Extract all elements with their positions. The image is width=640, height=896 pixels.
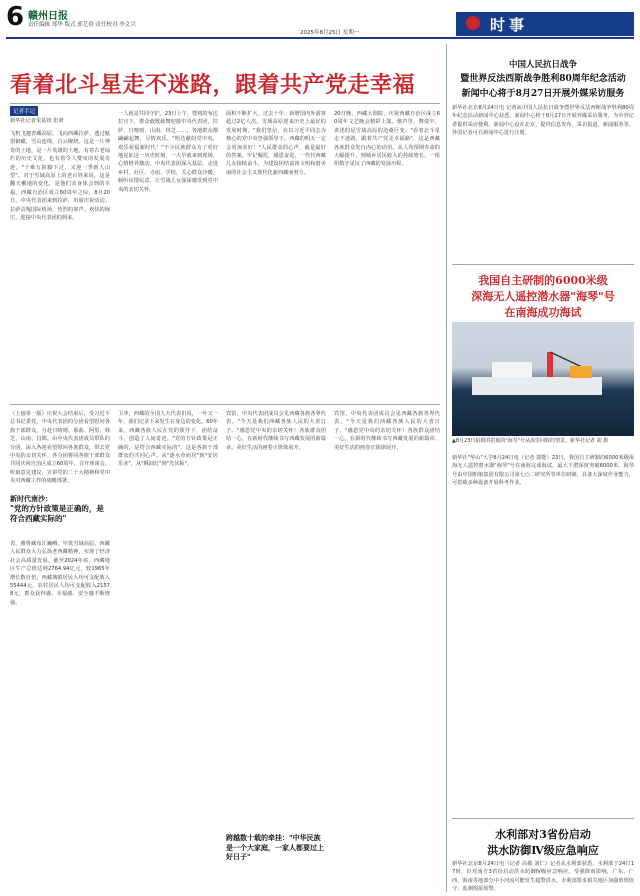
ship-illustration [452,322,634,436]
divider [10,103,440,104]
right-headline-1-kicker: 中国人民抗日战争 [508,60,577,70]
right-headline-2-b: 深海无人遥控潜水器"海琴"号 [471,290,615,303]
right-headline-3-b: 洪水防御Ⅳ级应急响应 [487,844,599,857]
section2-column-4: 宾馆，中央代表团成员会见西藏各族各界代表。"今天是我们西藏各族人民的大喜日子。"感恩党中央的亲切关怀！各族群众团结一心，在新时代继续书写西藏发展的新篇章。美好生活的画卷正徐徐展开。 [334,411,440,451]
subhead-2: 跨越数十载的牵挂："中华民族是一个大家庭，一家人都要过上好日子" [226,834,324,861]
section2-column-2: 卫冲，西藏的全国人大代表们说，一年又一年，我们记录下来发生在身边的变化。60年来，西藏各族人民在党的领导下，团结奋斗，创造了人间奇迹。"党的方针政策是正确的，是符合西藏实际的"，这是各族干部群众的共同心声。从"逐水草而居"到"安居乐业"，从"酥油灯"到"光伏板"。 [118,411,218,468]
feature-column-2: 一人就是共同守护。23日上午，暨将的布达拉宫下，群众载歌载舞迎接中央代表团，拉萨、日喀则、山南、林芝……，各地群众都翩翩起舞，尽情欢乐。"哈达献给党中央，欢乐祝福新时代！"不少民族群众为了更好地见证这一历史时刻，一大早就来到现场，心情格外激动。中央代表团深入基层，走进乡村、社区、寺庙、学校，关心群众冷暖，倾听民情民意，让雪域儿女深深感受到党中央的亲切关怀。 [118,111,218,193]
submersible-photo [452,322,634,436]
section-title: 时事 [490,16,529,34]
page-number: 6 [6,2,25,32]
subhead-label: 新时代南沙： [10,495,52,503]
right-headline-2-c: 在南海成功海试 [504,306,582,319]
section2-column-3: 宾馆，中央代表团成员会见西藏各族各界代表。"今天是我们西藏各族人民的大喜日子。"感恩党中央的亲切关怀！各族群众团结一心，在新时代继续书写西藏发展的新篇章。美好生活的画卷正徐徐展开。 [226,411,326,451]
right-headline-2-a: 我国自主研制的6000米级 [478,274,608,287]
divider [452,818,634,819]
divider [10,404,440,405]
main-headline: 看着北斗星走不迷路，跟着共产党走幸福 [10,72,416,98]
feature-column-4: 20日晚，西藏大剧院，庆祝西藏自治区成立60周年文艺晚会精彩上演。歌声里、舞姿中，讲述的是雪域高原的沧桑巨变。"看着北斗星走不迷路，跟着共产党走幸福路"，这是西藏各族群众发自内心的话语。从人均预期寿命的大幅提升，到城乡居民收入的持续增长，一组组数字见证了西藏的发展历程。 [334,111,440,168]
header-rule [6,37,634,39]
photo-caption: ▲8月23日拍摄的搭载的"海琴"号从海里回收的情景。新华社记者 胡 摄 [452,438,609,444]
section2-column-1b: 表，雅鲁藏布江巍峨，牢筑雪域高原，西藏人民群众大力弘扬老西藏精神，实现了经济社会高质量发展。截至2024年底，西藏地区生产总值达到2764.94亿元，较1965年增长数百倍。西藏城镇居民人均可支配收入55444元，农村居民人均可支配收入21578元，群众获得感、幸福感、安全感不断增强。 [10,541,110,606]
right-article-1: 新华社北京8月24日电 记者从中国人民抗日战争暨世界反法西斯战争胜利80周年纪念活动新闻中心获悉，新闻中心将于8月27日开展外媒采访服务，为中外记者提供采访便利。新闻中心设在北京，提供信息发布、采访报道、新闻服务等。外国记者可在新闻中心进行注册。 [452,105,634,137]
right-article-2: 新华社"华山"大学8月24日电（记者 郭能）23日，我国自主研制的6000米级深海无人遥控潜水器"海琴"号在南海完成海试，最大下潜深度突破6000米。海琴号由中国船舶集团有限公司第七○二研究所等单位研制，具备大深度作业能力，可搭载多种设备开展科考作业。 [452,455,634,487]
right-article-3: 新华社北京8月24日电（记者 高敬 刘仁）记者从水利部获悉，水利部于24日17时，针对南方3省份启动洪水防御Ⅳ级应急响应。受强降雨影响，广东、广西、海南等地部分中小河流可能发生超警洪水，水利部要求相关地区加强值班值守、监测预报预警。 [452,861,634,893]
section-emblem-icon [466,16,480,30]
section-banner [456,12,634,36]
byline: 新华社记者朱基钗 张研 [10,118,64,124]
subhead: "党的方针政策是正确的，是符合西藏实际的" [10,504,104,523]
right-headline-3-a: 水利部对3省份启动 [495,828,591,841]
feature-column-1: 飞机飞越青藏高原，飞向西藏拉萨。透过舷窗俯瞰，雪山连绵，白云缭绕。这是一片神奇的土地，是一片英雄的土地，有着古老灿烂的历史文化，也有着令人赞叹的发展奇迹。"千难万险脚下过，又迎一季新人山望"。对于雪域高原上的老百姓来说，这是翻天覆地的变化，是他们亲身体会到的幸福。西藏自治区成立60周年之际，8月20日，中央代表团来到拉萨，出席庆祝活动。拉萨贡嘎国际机场，热烈的掌声、欢快的锅庄，迎接中央代表团的到来。 [10,131,110,222]
issue-date: 2025年8月25日 星期一 [300,30,360,36]
column-label: 记者手记 [10,106,38,116]
paper-logo: 赣州日报 [28,11,68,22]
right-headline-1: 暨世界反法西斯战争胜利80周年纪念活动 [460,74,626,84]
feature-column-3: 面积不断扩大，过去十年，新增国内外游客超过2亿人次。雪域高原迎来历史上最好的发展时期。"我们坚信，在以习近平同志为核心的党中央坚强领导下，西藏的明天一定会更加美好！"人民群众的心声，就是最好的答案。牢记嘱托，感恩奋进，一代代西藏儿女接续奋斗，为建设团结富裕文明和谐美丽的社会主义现代化新西藏而努力。 [226,111,326,176]
column-separator [446,44,447,892]
staff-credits: 责任编辑 郑华 版式 郭艺蓓 责任校对 李文兴 [28,22,136,28]
divider [452,264,634,265]
continued-text: （上接第一版）庆祝大会结束后，受习近平总书记委托，中央代表团的分团看望慰问各族干部群众，分赴日喀则、那曲、阿里、林芝、山南、昌都。由中央代表团成员带队的分团，深入各地看望慰问各族群众，带去党中央的亲切关怀。各分团将同各族干部群众共同庆祝自治区成立60周年，召开座谈会，听取意见建议，宣讲党的二十大精神和党中央对西藏工作的战略部署。 [10,411,110,485]
right-headline-1-sub: 新闻中心将于8月27日开展外媒采访服务 [461,89,625,99]
